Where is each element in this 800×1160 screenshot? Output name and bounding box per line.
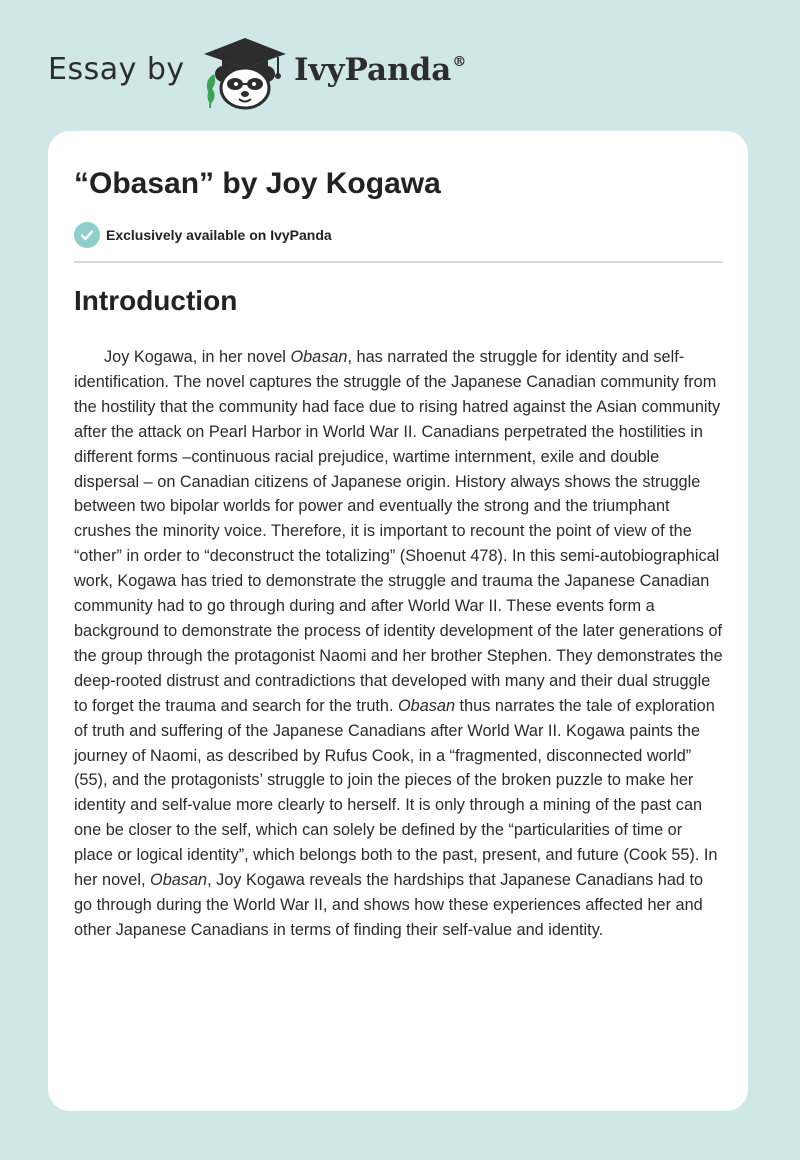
book-title: Obasan bbox=[150, 871, 208, 890]
exclusive-badge-label: Exclusively available on IvyPanda bbox=[106, 227, 332, 243]
paragraph-text: , Joy Kogawa reveals the hardships that Japanese Canadians had to go through during the World War II, and shows how these experiences affected her and other Japanese Canadians in terms of finding their self-value and identity. bbox=[74, 871, 704, 939]
paragraph-text: , has narrated the struggle for identity and self-identification. The novel captures the struggle of the Japanese Canadian community from the hostility that the community had face due to rising hatred against the Asian community after the attack on Pearl Harbor in World War II. Canadians perpetrated the hostilities in different forms –continuous racial prejudice, wartime internment, exile and double dispersal – on Canadian citizens of Japanese origin. History always shows the struggle between two bipolar worlds for power and eventually the strong and the triumphant crushes the minority voice. Therefore, it is important to recount the point of view of the “other” in order to “deconstruct the totalizing” (Shoenut 478). In this semi-autobiographical work, Kogawa has tried to demonstrate the struggle and trauma the Japanese Canadian community had to go through during and after World War II. These events form a background to demonstrate the process of identity development of the later generations of the group through the protagonist Naomi and her brother Stephen. They demonstrates the deep-rooted distrust and contradictions that developed with many and their dual struggle to forget the trauma and search for the truth. bbox=[74, 348, 723, 715]
divider bbox=[74, 261, 723, 263]
book-title: Obasan bbox=[290, 348, 348, 366]
checkmark-circle-icon bbox=[74, 222, 100, 248]
registered-mark: ® bbox=[452, 54, 467, 70]
section-heading: Introduction bbox=[74, 285, 238, 316]
brand-name bbox=[294, 52, 466, 88]
exclusive-badge bbox=[74, 222, 332, 248]
page-title: “Obasan” by Joy Kogawa bbox=[74, 167, 441, 200]
essay-card bbox=[48, 131, 748, 1111]
panda-graduation-cap-icon bbox=[202, 34, 288, 110]
body-paragraph bbox=[74, 345, 724, 943]
book-title: Obasan bbox=[398, 696, 456, 715]
brand-text: IvyPanda bbox=[294, 52, 452, 88]
site-header bbox=[48, 30, 508, 110]
paragraph-text: Joy Kogawa, in her novel bbox=[104, 348, 291, 366]
paragraph-text: thus narrates the tale of exploration of truth and suffering of the Japanese Canadians after World War II. Kogawa paints the journey of Naomi, as described by Rufus Cook, in a “fragmented, disconnected world” (55), and the protagonists’ struggle to join the pieces of the broken puzzle to make her identity and self-value more clearly to herself. It is only through a mining of the past can one be closer to the self, which can solely be defined by the “particularities of time or place or logical identity”, which belongs both to the past, present, and future (Cook 55). In her novel, bbox=[74, 696, 718, 890]
essay-by-label: Essay by bbox=[48, 52, 185, 87]
